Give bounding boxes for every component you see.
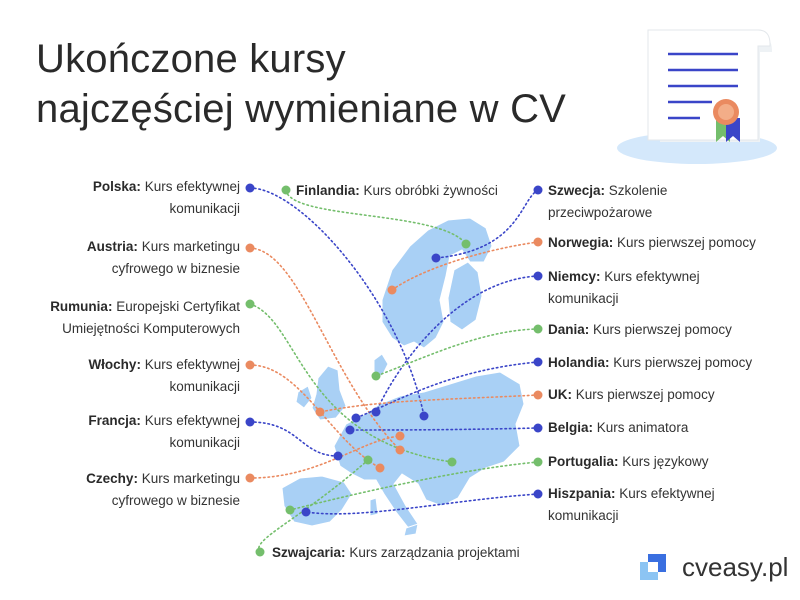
map-dot-szwajcaria <box>364 456 373 465</box>
label-rumunia: Rumunia: Europejski Certyfikat Umiejętności Komputerowych <box>50 299 240 336</box>
label-holandia: Holandia: Kurs pierwszej pomocy <box>548 355 753 370</box>
label-dania: Dania: Kurs pierwszej pomocy <box>548 322 732 337</box>
map-finland <box>448 262 482 330</box>
label-dot-finlandia <box>282 186 291 195</box>
europe-map <box>282 218 524 536</box>
label-dot-czechy <box>246 474 255 483</box>
map-dot-finlandia <box>462 240 471 249</box>
title-line-2: najczęściej wymieniane w CV <box>36 87 567 131</box>
label-wlochy: Włochy: Kurs efektywnej komunikacji <box>88 357 240 394</box>
connector-francja <box>250 422 338 456</box>
label-dot-norwegia <box>534 238 543 247</box>
label-dot-uk <box>534 391 543 400</box>
label-dot-niemcy <box>534 272 543 281</box>
map-dot-czechy <box>396 432 405 441</box>
label-szwecja: Szwecja: Szkolenie przeciwpożarowe <box>548 183 668 220</box>
map-dot-norwegia <box>388 286 397 295</box>
label-czechy: Czechy: Kurs marketingu cyfrowego w biznesie <box>86 471 240 508</box>
label-dot-polska <box>246 184 255 193</box>
label-niemcy: Niemcy: Kurs efektywnej komunikacji <box>548 269 700 306</box>
map-dot-wlochy <box>376 464 385 473</box>
label-finlandia: Finlandia: Kurs obróbki żywności <box>296 183 498 198</box>
label-dot-szwecja <box>534 186 543 195</box>
label-hiszpania: Hiszpania: Kurs efektywnej komunikacji <box>548 486 715 523</box>
map-dot-dania <box>372 372 381 381</box>
label-dot-portugalia <box>534 458 543 467</box>
label-szwajcaria: Szwajcaria: Kurs zarządzania projektami <box>272 545 520 560</box>
label-portugalia: Portugalia: Kurs językowy <box>548 454 709 469</box>
map-dot-belgia <box>346 426 355 435</box>
map-dot-rumunia <box>448 458 457 467</box>
label-francja: Francja: Kurs efektywnej komunikacji <box>88 413 240 450</box>
map-dot-niemcy <box>372 408 381 417</box>
label-dot-dania <box>534 325 543 334</box>
label-polska: Polska: Kurs efektywnej komunikacji <box>92 179 240 216</box>
label-dot-wlochy <box>246 361 255 370</box>
brand-name: cveasy.pl <box>682 552 789 582</box>
label-dot-rumunia <box>246 300 255 309</box>
label-dot-francja <box>246 418 255 427</box>
label-dot-holandia <box>534 358 543 367</box>
cveasy-logo-icon <box>640 552 672 582</box>
map-dot-portugalia <box>286 506 295 515</box>
label-dot-austria <box>246 244 255 253</box>
title-line-1: Ukończone kursy <box>36 37 346 81</box>
map-dot-hiszpania <box>302 508 311 517</box>
label-dot-hiszpania <box>534 490 543 499</box>
map-sardinia <box>370 498 378 516</box>
certificate-icon <box>617 30 777 164</box>
label-austria: Austria: Kurs marketingu cyfrowego w biznesie <box>86 239 240 276</box>
map-dot-austria <box>396 446 405 455</box>
label-norwegia: Norwegia: Kurs pierwszej pomocy <box>548 235 756 250</box>
map-dot-szwecja <box>432 254 441 263</box>
label-dot-belgia <box>534 424 543 433</box>
map-dot-francja <box>334 452 343 461</box>
label-belgia: Belgia: Kurs animatora <box>548 420 689 435</box>
label-uk: UK: Kurs pierwszej pomocy <box>548 387 715 402</box>
map-dot-polska <box>420 412 429 421</box>
map-dot-uk <box>316 408 325 417</box>
label-dot-szwajcaria <box>256 548 265 557</box>
map-dot-holandia <box>352 414 361 423</box>
